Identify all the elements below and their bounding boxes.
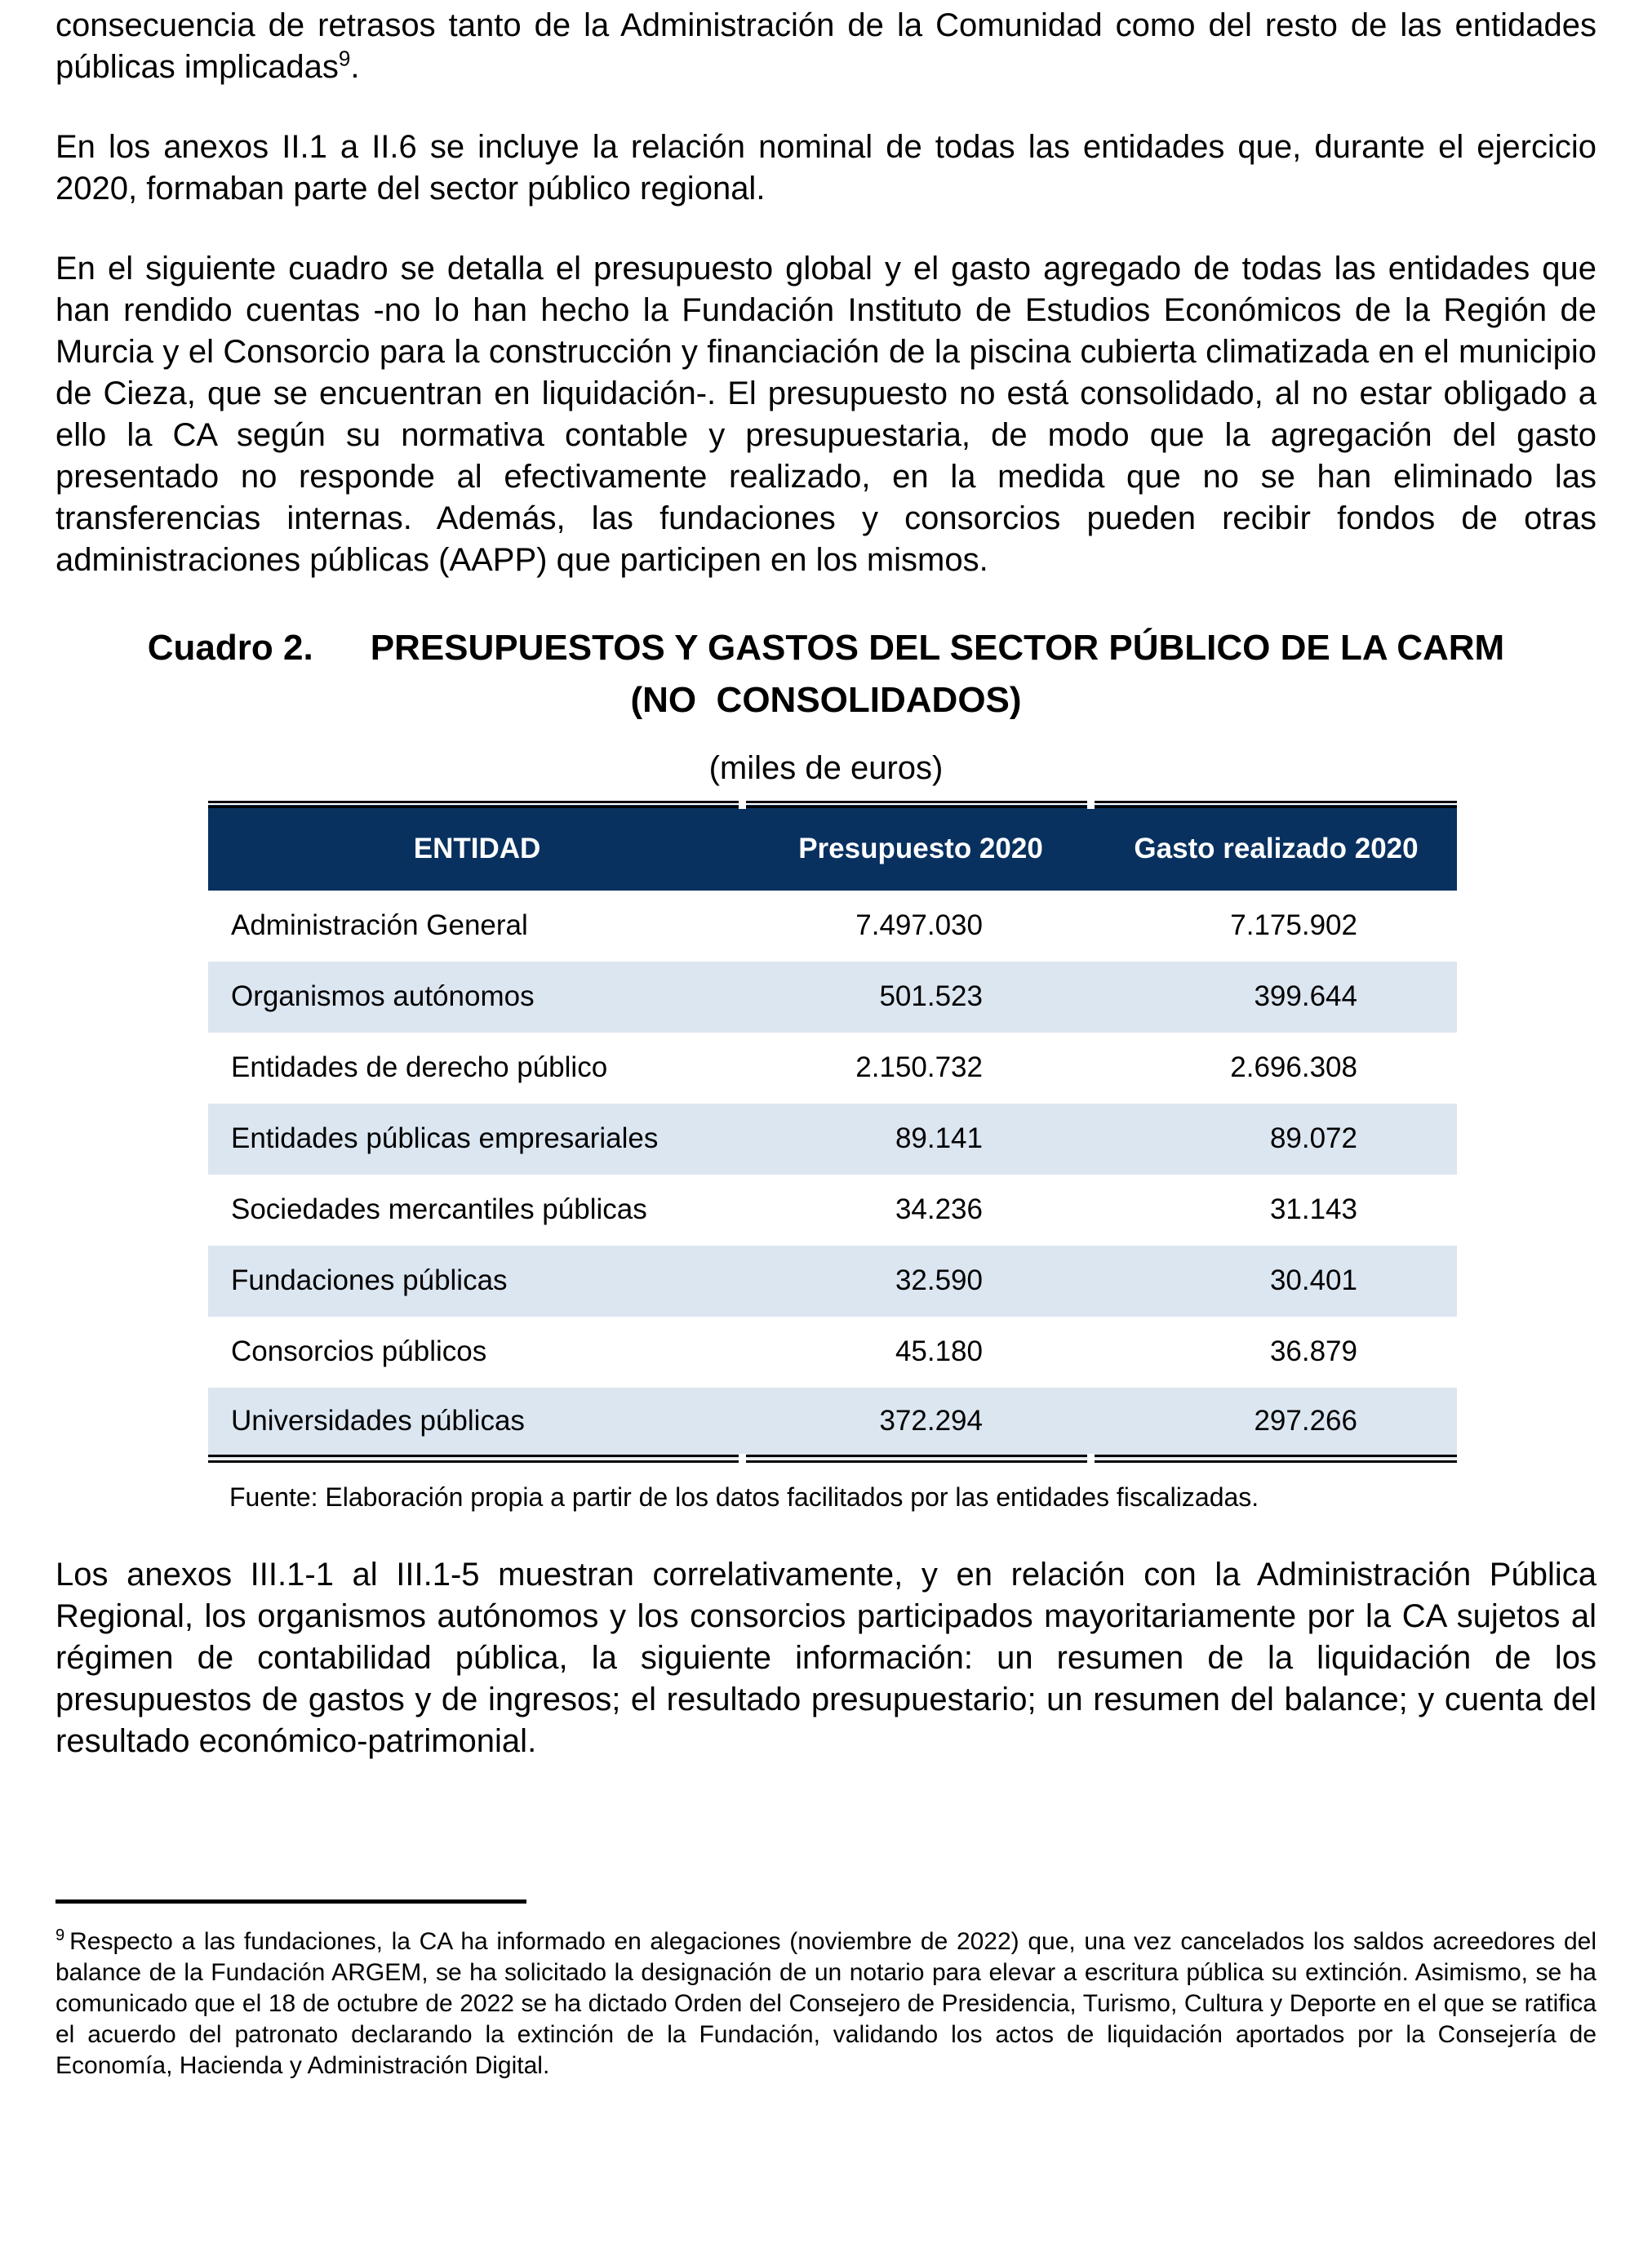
footnote-9 xyxy=(56,1926,1596,2082)
paragraph-1 xyxy=(56,5,1596,88)
footnote-separator-rule xyxy=(56,1899,526,1904)
table-row xyxy=(208,1317,1457,1388)
table-row xyxy=(208,1104,1457,1175)
paragraph-3: En el siguiente cuadro se detalla el presupuesto global y el gasto agregado de todas las entidades que han rendido cuentas -no lo han hecho la Fundación Instituto de Estudios Económicos de la Región de Murcia y el Consorcio para la construcción y financiación de la piscina cubierta climatizada en el municipio de Cieza, que se encuentran en liquidación-. El presupuesto no está consolidado, al no estar obligado a ello la CA según su normativa contable y presupuestaria, de modo que la agregación del gasto presentado no responde al efectivamente realizado, en la medida que no se han eliminado las transferencias internas. Además, las fundaciones y consorcios pueden recibir fondos de otras administraciones públicas (AAPP) que participen en los mismos. xyxy=(56,251,1596,578)
table-row xyxy=(208,1246,1457,1317)
budget-value: 32.590 xyxy=(746,1246,1095,1317)
table-row xyxy=(208,1175,1457,1246)
paragraph-1-text: consecuencia de retrasos tanto de la Administración de la Comunidad como del resto de las entidades públicas implicadas xyxy=(56,7,1596,85)
table-row xyxy=(208,1388,1457,1459)
border-gap xyxy=(1087,801,1095,809)
spent-value: 36.879 xyxy=(1095,1317,1457,1388)
table-row xyxy=(208,1033,1457,1104)
budget-table xyxy=(208,801,1457,1463)
table-source-note: Fuente: Elaboración propia a partir de los datos facilitados por las entidades fiscalizadas. xyxy=(229,1482,1259,1512)
budget-value: 45.180 xyxy=(746,1317,1095,1388)
entity-name: Entidades de derecho público xyxy=(208,1033,746,1104)
border-gap xyxy=(1087,1454,1095,1463)
budget-value: 501.523 xyxy=(746,962,1095,1033)
budget-value: 7.497.030 xyxy=(746,891,1095,962)
table-row xyxy=(208,962,1457,1033)
spent-value: 31.143 xyxy=(1095,1175,1457,1246)
header-gasto-realizado-2020: Gasto realizado 2020 xyxy=(1095,805,1457,891)
table-row xyxy=(208,891,1457,962)
spent-value: 399.644 xyxy=(1095,962,1457,1033)
border-gap xyxy=(739,1454,746,1463)
spent-value: 30.401 xyxy=(1095,1246,1457,1317)
paragraph-2: En los anexos II.1 a II.6 se incluye la relación nominal de todas las entidades que, durante el ejercicio 2020, formaban parte del sector público regional. xyxy=(56,129,1596,207)
budget-value: 34.236 xyxy=(746,1175,1095,1246)
units-note: (miles de euros) xyxy=(708,750,944,786)
entity-name: Entidades públicas empresariales xyxy=(208,1104,746,1175)
budget-value: 2.150.732 xyxy=(746,1033,1095,1104)
table-header-row xyxy=(208,805,1457,891)
table-caption-title: PRESUPUESTOS Y GASTOS DEL SECTOR PÚBLICO DE LA CARM xyxy=(370,628,1505,668)
header-entidad: ENTIDAD xyxy=(208,805,746,891)
footnote-reference-9: 9 xyxy=(338,46,351,71)
table-caption-subtitle: (NO CONSOLIDADOS) xyxy=(630,680,1022,720)
border-gap xyxy=(739,801,746,809)
budget-table-wrapper xyxy=(208,801,1457,1463)
paragraph-1-tail: . xyxy=(350,49,360,85)
footnote-9-marker: 9 xyxy=(56,1926,65,1944)
footnote-9-text: Respecto a las fundaciones, la CA ha informado en alegaciones (noviembre de 2022) que, una vez cancelados los saldos acreedores del balance de la Fundación ARGEM, se ha solicitado la designación de un notario para elevar a escritura pública su extinción. Asimismo, se ha comunicado que el 18 de octubre de 2022 se ha dictado Orden del Consejero de Presidencia, Turismo, Cultura y Deporte en el que se ratifica el acuerdo del patronato declarando la extinción de la Fundación, validando los actos de liquidación aportados por la Consejería de Economía, Hacienda y Administración Digital. xyxy=(56,1927,1596,2079)
budget-value: 89.141 xyxy=(746,1104,1095,1175)
entity-name: Organismos autónomos xyxy=(208,962,746,1033)
table-caption-label: Cuadro 2. xyxy=(147,628,313,668)
spent-value: 7.175.902 xyxy=(1095,891,1457,962)
entity-name: Consorcios públicos xyxy=(208,1317,746,1388)
entity-name: Universidades públicas xyxy=(208,1388,746,1459)
entity-name: Fundaciones públicas xyxy=(208,1246,746,1317)
entity-name: Sociedades mercantiles públicas xyxy=(208,1175,746,1246)
header-presupuesto-2020: Presupuesto 2020 xyxy=(746,805,1095,891)
budget-value: 372.294 xyxy=(746,1388,1095,1459)
spent-value: 297.266 xyxy=(1095,1388,1457,1459)
table-caption xyxy=(56,622,1596,726)
paragraph-4: Los anexos III.1-1 al III.1-5 muestran correlativamente, y en relación con la Administración Pública Regional, los organismos autónomos y los consorcios participados mayoritariamente por la CA sujetos al régimen de contabilidad pública, la siguiente información: un resumen de la liquidación de los presupuestos de gastos y de ingresos; el resultado presupuestario; un resumen del balance; y cuenta del resultado económico-patrimonial. xyxy=(56,1556,1596,1759)
spent-value: 89.072 xyxy=(1095,1104,1457,1175)
spent-value: 2.696.308 xyxy=(1095,1033,1457,1104)
entity-name: Administración General xyxy=(208,891,746,962)
